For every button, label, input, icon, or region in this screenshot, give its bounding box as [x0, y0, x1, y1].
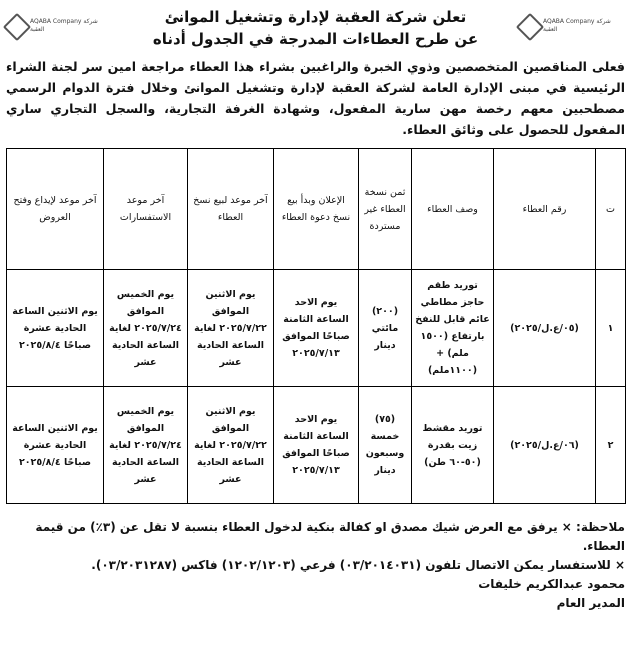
title-line-2: عن طرح العطاءات المدرجة في الجدول أدناه	[152, 30, 479, 48]
cell-description: توريد مقشط زيت بقدرة (٥٠-٦٠ طن)	[412, 387, 494, 504]
cell-last-sale: يوم الاثنين الموافق ٢٠٢٥/٧/٢٢ لغاية الساعة الحادية عشر	[188, 387, 274, 504]
header-last-submit: آخر موعد لإيداع وفتح العروض	[7, 149, 104, 270]
signer-name: محمود عبدالكريم خليفات	[478, 577, 625, 591]
cell-announce: يوم الاحد الساعة الثامنة صباحًا الموافق ٢٠٢٥/٧/١٣	[274, 270, 359, 387]
cell-tender-no: (٠٦/ع.ل/٢٠٢٥)	[494, 387, 596, 504]
cell-last-inquiry: يوم الخميس الموافق ٢٠٢٥/٧/٢٤ لغاية الساعة الحادية عشر	[104, 387, 188, 504]
cell-tender-no: (٠٥/ع.ل/٢٠٢٥)	[494, 270, 596, 387]
header-tender-no: رقم العطاء	[494, 149, 596, 270]
cell-announce: يوم الاحد الساعة الثامنة صباحًا الموافق ٢٠٢٥/٧/١٣	[274, 387, 359, 504]
cell-last-sale: يوم الاثنين الموافق ٢٠٢٥/٧/٢٢ لغاية الساعة الحادية عشر	[188, 270, 274, 387]
company-logo-right	[517, 8, 627, 44]
header-last-inquiry: آخر موعد الاستفسارات	[104, 149, 188, 270]
note-contact: × للاستفسار يمكن الاتصال تلفون (٠٣/٢٠١٤٠٣١) فرعي (١٢٠٢/١٢٠٣) فاكس (٠٣/٢٠٣١٢٨٧).	[91, 558, 625, 572]
cell-last-submit: يوم الاثنين الساعة الحادية عشرة صباحًا ٢٠٢٥/٨/٤	[7, 270, 104, 387]
logo-text: AQABA Company شركة العقبة	[542, 18, 611, 33]
table-row	[7, 387, 626, 504]
cell-serial: ٢	[596, 387, 626, 504]
company-logo-left	[4, 8, 114, 44]
notes-section	[6, 518, 625, 613]
header-announce: الإعلان وبدأ بيع نسخ دعوة العطاء	[274, 149, 359, 270]
header-serial: ت	[596, 149, 626, 270]
header-description: وصف العطاء	[412, 149, 494, 270]
intro-paragraph: فعلى المناقصين المتخصصين وذوي الخبرة والراغبين بشراء هذا العطاء مراجعة امين سر لجنة الشراء الرئيسية في مبنى الإدارة العامة لشركة العقبة لإدارة وتشغيل الموانئ وخلال فترة الدوام الرسمي مصطحبين معهم رخصة مهن سارية المفعول، وشهادة الغرفة التجارية، والسجل التجاري ساري المفعول للحصول على وثائق العطاء.	[6, 59, 625, 137]
table-header-row	[7, 149, 626, 270]
logo-mark-icon	[517, 15, 539, 37]
header-price: ثمن نسخة العطاء غير مستردة	[359, 149, 412, 270]
table-row	[7, 270, 626, 387]
note-guarantee: ملاحظة: × يرفق مع العرض شيك مصدق او كفالة بنكية لدخول العطاء بنسبة لا تقل عن (٣٪) من قيمة العطاء.	[35, 520, 625, 553]
cell-last-inquiry: يوم الخميس الموافق ٢٠٢٥/٧/٢٤ لغاية الساعة الحادية عشر	[104, 270, 188, 387]
title-line-1: تعلن شركة العقبة لإدارة وتشغيل الموانئ	[164, 8, 467, 26]
announcement-title	[120, 6, 511, 50]
logo-mark-icon	[4, 15, 26, 37]
cell-price: (٧٥) خمسة وسبعون دينار	[359, 387, 412, 504]
logo-text: AQABA Company شركة العقبة	[29, 18, 98, 33]
cell-last-submit: يوم الاثنين الساعة الحادية عشرة صباحًا ٢٠٢٥/٨/٤	[7, 387, 104, 504]
cell-serial: ١	[596, 270, 626, 387]
signer-title: المدير العام	[556, 596, 625, 610]
cell-price: (٢٠٠) مائتي دينار	[359, 270, 412, 387]
cell-description: توريد طقم حاجز مطاطي عائم قابل للنفخ بارتفاع (١٥٠٠ ملم) + (١١٠٠ملم)	[412, 270, 494, 387]
header-last-sale: آخر موعد لبيع نسخ العطاء	[188, 149, 274, 270]
tenders-table	[6, 148, 626, 504]
